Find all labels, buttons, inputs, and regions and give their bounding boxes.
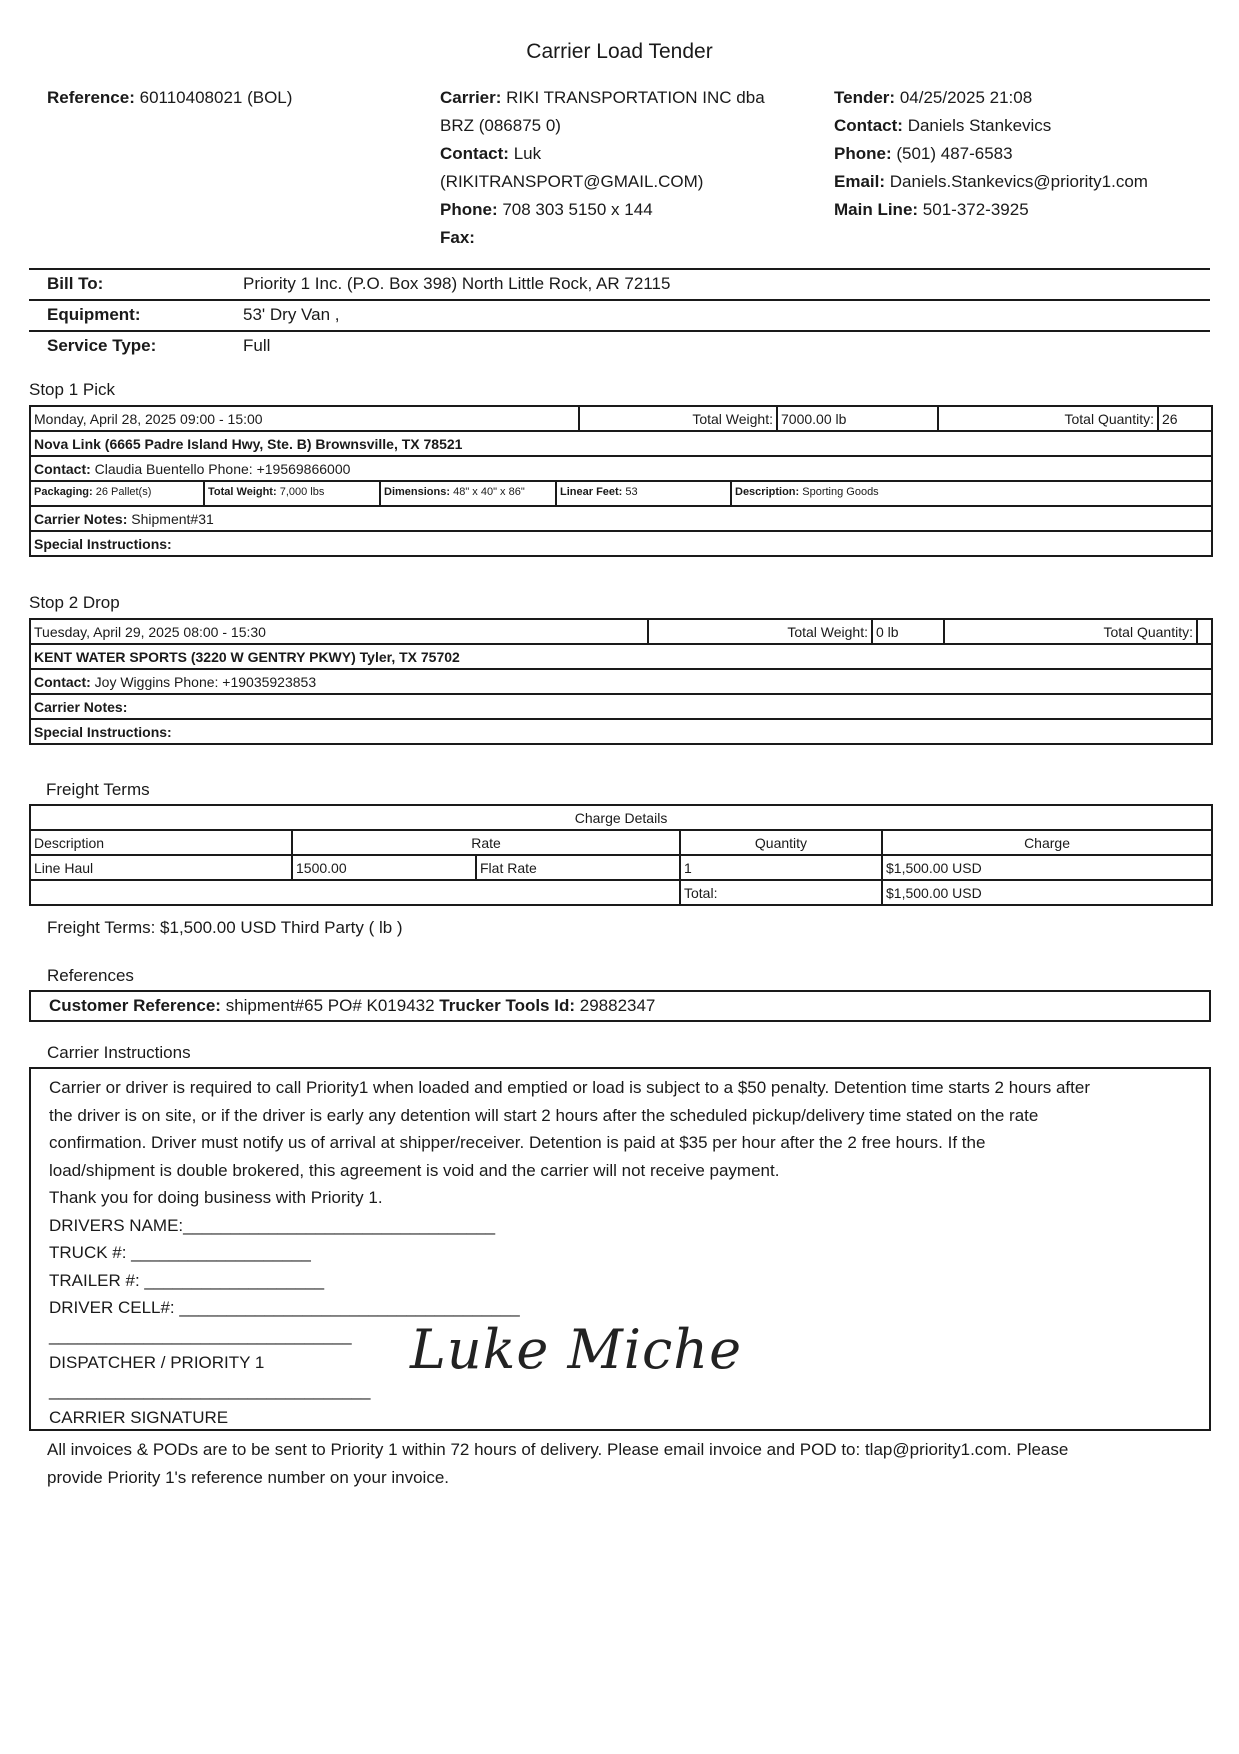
stop1-special-cell — [30, 531, 1212, 556]
email-label: Email: — [834, 172, 886, 191]
footer-note — [47, 1436, 1217, 1491]
stop2-quantity-label: Total Quantity: — [944, 619, 1197, 644]
billing-section — [29, 268, 1210, 361]
handwritten-signature: Luke Miche — [410, 1318, 743, 1381]
bill-to-label: Bill To: — [47, 274, 104, 293]
charge-rate: 1500.00 — [292, 855, 476, 880]
dimensions-label: Dimensions: — [384, 486, 451, 498]
charge-total-spacer — [30, 880, 680, 905]
service-type-row — [29, 332, 1210, 361]
footer-line-1: All invoices & PODs are to be sent to Priority 1 within 72 hours of delivery. Please email invoice and POD to: tlap@priority1.com. Please — [47, 1440, 1069, 1459]
col-charge: Charge — [882, 830, 1212, 855]
dimensions-value: 48" x 40" x 86" — [453, 486, 525, 498]
truck-line: TRUCK #: ___________________ — [49, 1243, 311, 1262]
carrier-phone-label: Phone: — [440, 200, 498, 219]
carrier-contact-name: Luk — [513, 144, 542, 163]
weight-value: 7,000 lbs — [279, 486, 325, 498]
description-value: Sporting Goods — [802, 486, 879, 498]
charge-row — [30, 855, 1212, 880]
stop1-total-weight — [205, 482, 381, 505]
stop1-weight: 7000.00 lb — [777, 406, 938, 431]
drivers-name-line: DRIVERS NAME:_________________________________ — [49, 1215, 496, 1235]
stop1-heading: Stop 1 Pick — [29, 380, 115, 399]
carrier-contact-label: Contact: — [440, 144, 509, 163]
equipment-label: Equipment: — [47, 305, 141, 324]
trucker-tools-id: 29882347 — [579, 996, 656, 1015]
reference-block — [47, 84, 292, 112]
charge-total-label: Total: — [680, 880, 882, 905]
instructions-line-1: Carrier or driver is required to call Priority1 when loaded and emptied or load is subject to a $50 penalty. Detention time starts 2 hours after — [49, 1078, 1090, 1097]
stop1-quantity: 26 — [1158, 406, 1212, 431]
stop1-notes-cell — [30, 506, 1212, 531]
carrier-code: BRZ (086875 0) — [440, 116, 561, 135]
stop2-special-label: Special Instructions: — [34, 723, 172, 740]
charge-total-row — [30, 880, 1212, 905]
packaging-label: Packaging: — [34, 486, 93, 498]
stop2-contact-label: Contact: — [34, 673, 91, 690]
trucker-tools-label: Trucker Tools Id: — [439, 996, 576, 1015]
stop2-datetime-row — [30, 619, 1212, 644]
carrier-block — [440, 84, 780, 252]
charge-quantity: 1 — [680, 855, 882, 880]
tender-date: 04/25/2025 21:08 — [899, 88, 1033, 107]
stop2-heading: Stop 2 Drop — [29, 593, 120, 612]
references-heading: References — [47, 966, 134, 985]
stop1-contact-label: Contact: — [34, 460, 91, 477]
packaging-value: 26 Pallet(s) — [95, 486, 152, 498]
stop1-linear-feet — [557, 482, 732, 505]
linear-feet-value: 53 — [625, 486, 638, 498]
tender-block — [834, 84, 1214, 224]
carrier-fax-label: Fax: — [440, 228, 475, 247]
col-description: Description — [30, 830, 292, 855]
footer-line-2: provide Priority 1's reference number on your invoice. — [47, 1467, 449, 1487]
reference-label: Reference: — [47, 88, 135, 107]
instructions-thanks: Thank you for doing business with Priority 1. — [49, 1188, 383, 1207]
page-title: Carrier Load Tender — [526, 40, 713, 63]
carrier-name: RIKI TRANSPORTATION INC dba — [506, 88, 765, 107]
reference-value: 60110408021 (BOL) — [139, 88, 293, 107]
email-value: Daniels.Stankevics@priority1.com — [889, 172, 1148, 191]
stop2-quantity — [1197, 619, 1212, 644]
stop2-contact-cell — [30, 669, 1212, 694]
instructions-line-3: confirmation. Driver must notify us of arrival at shipper/receiver. Detention is paid at $35 per hour after the 2 free hours. If the — [49, 1133, 986, 1152]
stop2-location: KENT WATER SPORTS (3220 W GENTRY PKWY) Tyler, TX 75702 — [30, 644, 1212, 669]
weight-label: Total Weight: — [208, 486, 277, 498]
stop1-location: Nova Link (6665 Padre Island Hwy, Ste. B) Brownsville, TX 78521 — [30, 431, 1212, 456]
col-rate: Rate — [292, 830, 680, 855]
stop2-weight: 0 lb — [872, 619, 944, 644]
stop1-dimensions — [381, 482, 557, 505]
stop1-quantity-label: Total Quantity: — [938, 406, 1158, 431]
phone-label: Phone: — [834, 144, 892, 163]
references-box — [29, 990, 1211, 1022]
freight-terms-line: Freight Terms: $1,500.00 USD Third Party ( lb ) — [47, 918, 403, 937]
stop2-datetime: Tuesday, April 29, 2025 08:00 - 15:30 — [30, 619, 648, 644]
equipment-value: 53' Dry Van , — [243, 305, 340, 324]
bill-to-value: Priority 1 Inc. (P.O. Box 398) North Little Rock, AR 72115 — [243, 274, 671, 293]
charge-table — [29, 804, 1213, 906]
customer-ref-label: Customer Reference: — [49, 996, 221, 1015]
stop1-packaging — [31, 482, 205, 505]
stop2-table — [29, 618, 1213, 745]
phone-value: (501) 487-6583 — [896, 144, 1013, 163]
stop2-weight-label: Total Weight: — [648, 619, 872, 644]
stop1-datetime-row — [30, 406, 1212, 431]
mainline-label: Main Line: — [834, 200, 919, 219]
trailer-line: TRAILER #: ___________________ — [49, 1270, 325, 1290]
instructions-line-4: load/shipment is double brokered, this agreement is void and the carrier will not receive payment. — [49, 1160, 780, 1180]
carrier-label: Carrier: — [440, 88, 502, 107]
contact-label: Contact: — [834, 116, 903, 135]
stop2-contact: Joy Wiggins Phone: +19035923853 — [94, 673, 317, 690]
mainline-value: 501-372-3925 — [922, 200, 1029, 219]
driver-cell-line: DRIVER CELL#: ____________________________________ — [49, 1298, 520, 1317]
stop2-special-cell — [30, 719, 1212, 744]
charge-amount: $1,500.00 USD — [882, 855, 1212, 880]
carrier-signature-line: __________________________________ — [49, 1380, 371, 1400]
stop1-weight-label: Total Weight: — [579, 406, 777, 431]
service-type-label: Service Type: — [47, 336, 157, 355]
carrier-signature-label: CARRIER SIGNATURE — [49, 1408, 229, 1427]
stop2-notes-cell — [30, 694, 1212, 719]
service-type-value: Full — [243, 336, 271, 355]
stop1-table — [29, 405, 1213, 557]
carrier-phone: 708 303 5150 x 144 — [502, 200, 653, 219]
stop1-details-row — [31, 482, 1211, 505]
carrier-contact-email: (RIKITRANSPORT@GMAIL.COM) — [440, 172, 704, 191]
col-quantity: Quantity — [680, 830, 882, 855]
freight-heading: Freight Terms — [46, 780, 150, 799]
charge-total: $1,500.00 USD — [882, 880, 1212, 905]
contact-name: Daniels Stankevics — [907, 116, 1052, 135]
description-label: Description: — [735, 486, 800, 498]
stop1-notes: Shipment#31 — [131, 510, 214, 527]
stop1-description — [732, 482, 1211, 505]
bill-to-row — [29, 268, 1210, 301]
stop1-notes-label: Carrier Notes: — [34, 510, 128, 527]
stop1-datetime: Monday, April 28, 2025 09:00 - 15:00 — [30, 406, 579, 431]
stop2-notes-label: Carrier Notes: — [34, 698, 128, 715]
linear-feet-label: Linear Feet: — [560, 486, 623, 498]
charge-columns — [30, 830, 1212, 855]
customer-ref: shipment#65 PO# K019432 — [225, 996, 435, 1015]
instructions-line-2: the driver is on site, or if the driver is early any detention will start 2 hours after the scheduled pickup/delivery time stated on the rate — [49, 1105, 1039, 1125]
stop1-special-label: Special Instructions: — [34, 535, 172, 552]
stop1-contact-cell — [30, 456, 1212, 481]
dispatcher-label: DISPATCHER / PRIORITY 1 — [49, 1353, 265, 1372]
dispatcher-signature-line: ________________________________ — [49, 1325, 352, 1345]
charge-details-header: Charge Details — [30, 805, 1212, 830]
charge-description: Line Haul — [30, 855, 292, 880]
equipment-row — [29, 301, 1210, 332]
stop1-details-cell — [30, 481, 1212, 506]
instructions-heading: Carrier Instructions — [47, 1043, 191, 1062]
tender-label: Tender: — [834, 88, 896, 107]
charge-rate-type: Flat Rate — [476, 855, 680, 880]
stop1-contact: Claudia Buentello Phone: +19569866000 — [94, 460, 351, 477]
